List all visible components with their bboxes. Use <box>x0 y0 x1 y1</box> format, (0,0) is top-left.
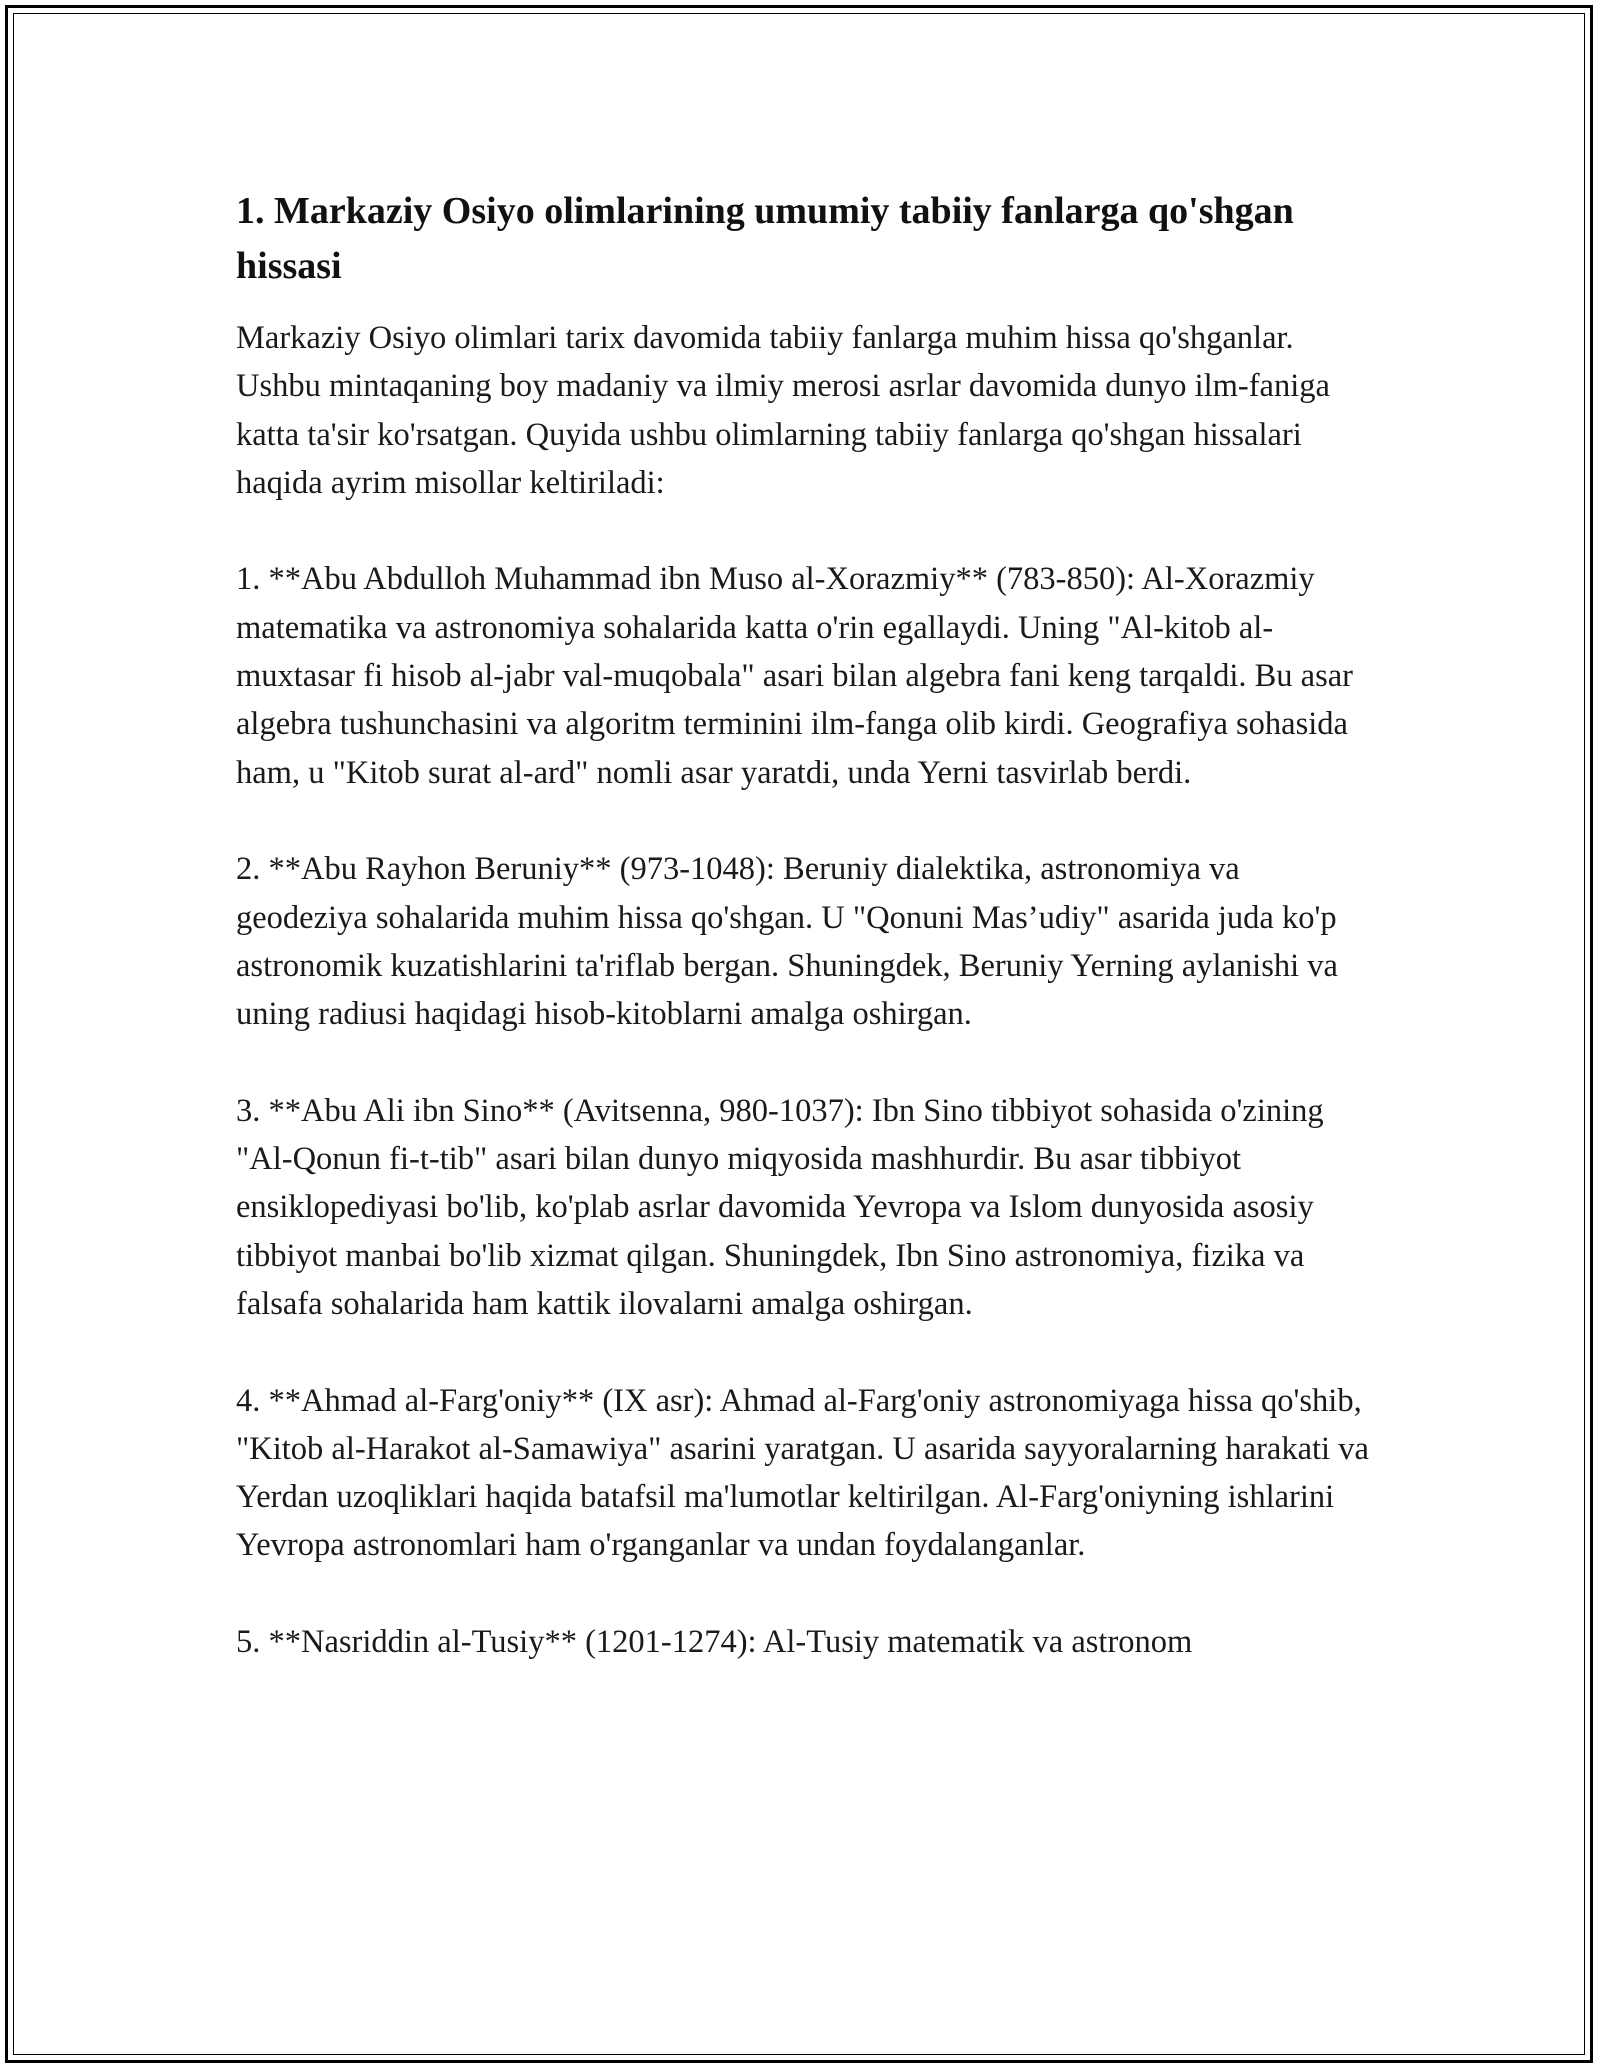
paragraph-al-fargoniy: 4. **Ahmad al-Farg'oniy** (IX asr): Ahmad al-Farg'oniy astronomiyaga hissa qo'shib, "Kitob al-Harakot al-Samawiya" asarini yaratgan. U asarida sayyoralarning harakati va Yerdan uzoqliklari haqida batafsil ma'lumotlar keltirilgan. Al-Farg'oniyning ishlarini Yevropa astronomlari ham o'rganganlar va undan foydalanganlar. <box>236 1382 1369 1564</box>
paragraph-al-tusiy: 5. **Nasriddin al-Tusiy** (1201-1274): Al-Tusiy matematik va astronom <box>236 1624 1193 1661</box>
document-body <box>236 184 1370 1715</box>
paragraph-beruniy: 2. **Abu Rayhon Beruniy** (973-1048): Beruniy dialektika, astronomiya va geodeziya sohalarida muhim hissa qo'shgan. U "Qonuni Mas’udiy" asarida juda ko'p astronomik kuzatishlarini ta'riflab bergan. Shuningdek, Beruniy Yerning aylanishi va uning radiusi haqidagi hisob-kitoblarni amalga oshirgan. <box>236 851 1338 1033</box>
paragraph-ibn-sino: 3. **Abu Ali ibn Sino** (Avitsenna, 980-1037): Ibn Sino tibbiyot sohasida o'zining "Al-Qonun fi-t-tib" asari bilan dunyo miqyosida mashhurdir. Bu asar tibbiyot ensiklopediyasi bo'lib, ko'plab asrlar davomida Yevropa va Islom dunyosida asosiy tibbiyot manbai bo'lib xizmat qilgan. Shuningdek, Ibn Sino astronomiya, fizika va falsafa sohalarida ham kattik ilovalarni amalga oshirgan. <box>236 1092 1324 1322</box>
intro-paragraph: Markaziy Osiyo olimlari tarix davomida tabiiy fanlarga muhim hissa qo'shganlar. Ushbu mintaqaning boy madaniy va ilmiy merosi asrlar davomida dunyo ilm-faniga katta ta'sir ko'rsatgan. Quyida ushbu olimlarning tabiiy fanlarga qo'shgan hissalari haqida ayrim misollar keltiriladi: <box>236 320 1330 501</box>
paragraph-al-xorazmiy: 1. **Abu Abdulloh Muhammad ibn Muso al-Xorazmiy** (783-850): Al-Xorazmiy matematika va astronomiya sohalarida katta o'rin egallaydi. Uning "Al-kitob al-muxtasar fi hisob al-jabr val-muqobala" asari bilan algebra fani keng tarqaldi. Bu asar algebra tushunchasini va algoritm terminini ilm-fanga olib kirdi. Geografiya sohasida ham, u "Kitob surat al-ard" nomli asar yaratdi, unda Yerni tasvirlab berdi. <box>236 561 1353 791</box>
section-heading: 1. Markaziy Osiyo olimlarining umumiy tabiiy fanlarga qo'shgan hissasi <box>236 190 1294 287</box>
